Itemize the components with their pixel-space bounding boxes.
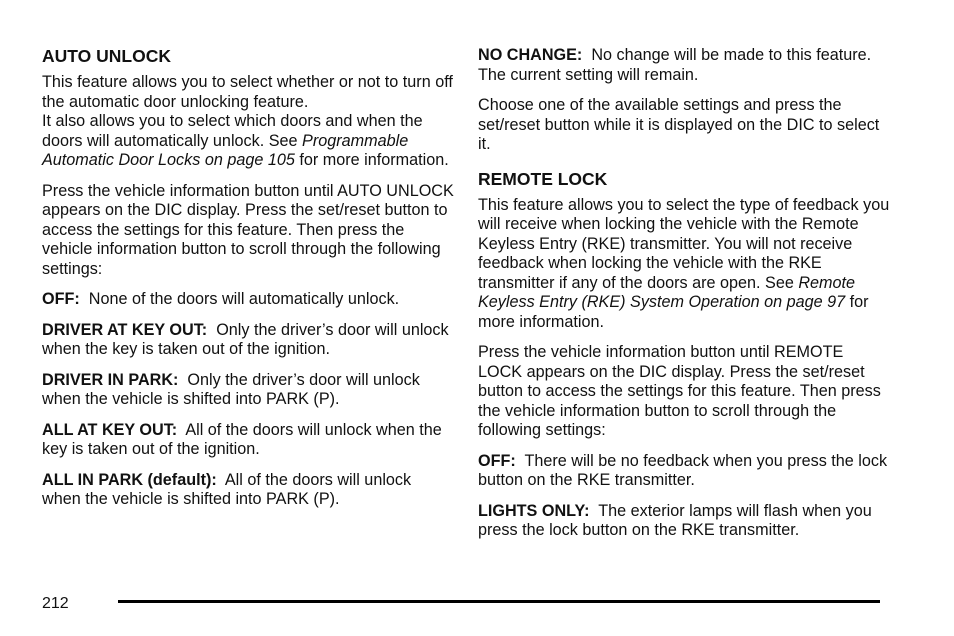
rke-operation-reference[interactable]: Remote Keyless Entry (RKE) System Operation on page 97 [478,273,856,311]
page-number: 212 [42,595,69,612]
footer-rule [118,600,880,603]
left-column [42,46,454,521]
remote-setting-lights-only: LIGHTS ONLY: The exterior lamps will flash when you press the lock button on the RKE transmitter. [478,501,872,539]
setting-driver-in-park: DRIVER IN PARK: Only the driver’s door will unlock when the vehicle is shifted into PARK (P). [42,370,420,408]
programmable-locks-reference[interactable]: Programmable Automatic Door Locks on page 105 [42,131,409,169]
remote-setting-off: OFF: There will be no feedback when you press the lock button on the RKE transmitter. [478,451,888,489]
setting-all-at-key-out: ALL AT KEY OUT: All of the doors will unlock when the key is taken out of the ignition. [42,420,442,458]
setting-off: OFF: None of the doors will automatically unlock. [42,290,400,308]
remote-lock-instructions: Press the vehicle information button until REMOTE LOCK appears on the DIC display. Press the set/reset button to access the settings for this feature. Then press the vehicle information button to scroll through the following settings: [478,343,881,439]
remote-lock-intro: This feature allows you to select the type of feedback you will receive when locking the vehicle with the Remote Keyless Entry (RKE) transmitter. You will not receive feedback when locking the vehicle with the RKE transmitter if any of the doors are open. See Remote Keyless Entry (RKE) System Operation on page 97 for more information. [478,195,890,331]
setting-no-change: NO CHANGE: No change will be made to this feature. The current setting will remain. [478,46,872,84]
setting-driver-at-key-out: DRIVER AT KEY OUT: Only the driver’s door will unlock when the key is taken out of the ignition. [42,320,449,358]
setting-all-in-park: ALL IN PARK (default): All of the doors will unlock when the vehicle is shifted into PARK (P). [42,470,412,508]
auto-unlock-see-also: It also allows you to select which doors and when the doors will automatically unlock. See Programmable Automatic Door Locks on page 105 for more information. [42,112,449,169]
auto-unlock-instructions: Press the vehicle information button until AUTO UNLOCK appears on the DIC display. Press the set/reset button to access the settings for this feature. Then press the vehicle information button to scroll through the following settings: [42,181,454,278]
auto-unlock-heading: AUTO UNLOCK [42,46,171,66]
right-column [478,46,890,552]
remote-lock-heading: REMOTE LOCK [478,168,608,189]
choose-setting-text: Choose one of the available settings and press the set/reset button while it is displayed on the DIC to select it. [478,96,880,153]
auto-unlock-intro: This feature allows you to select whether or not to turn off the automatic door unlocking feature. [42,73,453,111]
